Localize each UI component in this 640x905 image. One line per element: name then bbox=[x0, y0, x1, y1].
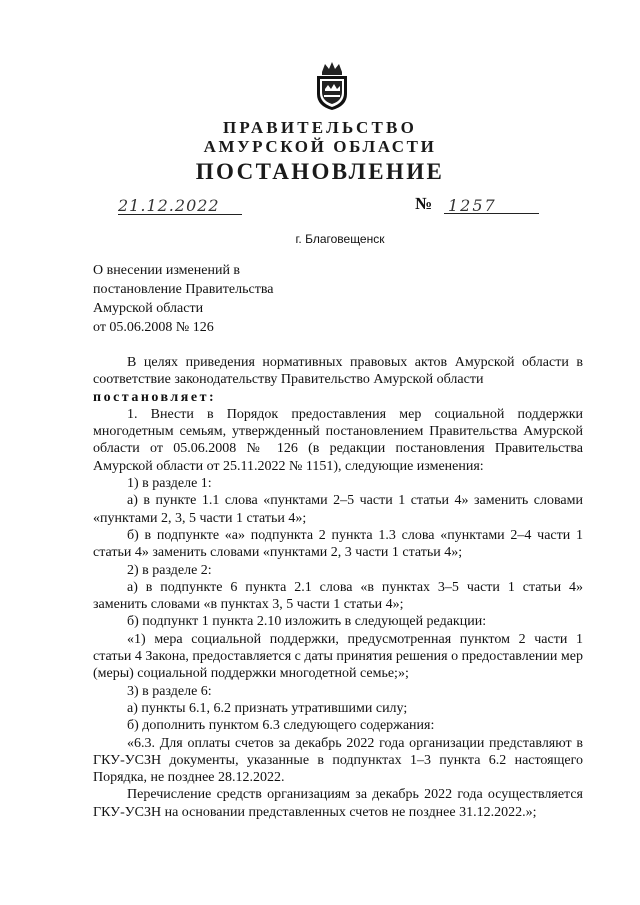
decree-number: 1257 bbox=[444, 196, 539, 214]
header-region: АМУРСКОЙ ОБЛАСТИ bbox=[203, 137, 437, 156]
paragraph: 1. Внести в Порядок предоставления мер социальной поддержки многодетным семьям, утвержденный постановлением Правительства Амурской области от 05.06.2008 № 126 (в редакции постановления Правительства Амурской области от 25.11.2022 № 1151), следующие изменения: bbox=[93, 406, 583, 474]
paragraph: а) в пункте 1.1 слова «пунктами 2–5 части 1 статьи 4» заменить словами «пунктами 2, 3, 5 части 1 статьи 4»; bbox=[93, 493, 583, 526]
city-name: г. Благовещенск bbox=[295, 232, 385, 246]
coat-of-arms-icon bbox=[313, 60, 351, 112]
paragraph: б) дополнить пунктом 6.3 следующего содержания: bbox=[127, 718, 435, 734]
number-sign: № bbox=[415, 194, 433, 213]
decree-body bbox=[93, 354, 583, 821]
header-government: ПРАВИТЕЛЬСТВО bbox=[223, 118, 417, 137]
paragraph: а) пункты 6.1, 6.2 признать утратившими силу; bbox=[127, 700, 408, 716]
subject-line: постановление Правительства bbox=[93, 282, 274, 297]
decree-word-text: постановляет: bbox=[93, 389, 217, 405]
preamble: В целях приведения нормативных правовых актов Амурской области в соответствие законодательству Правительство Амурской области bbox=[93, 355, 583, 388]
paragraph: Перечисление средств организациям за декабрь 2022 года осуществляется ГКУ-УСЗН на основании представленных счетов не позднее 31.12.2022.»; bbox=[93, 787, 583, 820]
paragraph: «1) мера социальной поддержки, предусмотренная пунктом 2 части 1 статьи 4 Закона, предоставляется с даты принятия решения о предоставлении мер (меры) социальной поддержки многодетной семье;»; bbox=[93, 631, 583, 682]
subject-line: от 05.06.2008 № 126 bbox=[93, 320, 214, 335]
paragraph: «6.3. Для оплаты счетов за декабрь 2022 года организации представляют в ГКУ-УСЗН документы, указанные в подпунктах 1–3 пункта 6.2 настоящего Порядка, не позднее 28.12.2022. bbox=[93, 735, 583, 786]
subject-line: О внесении изменений в bbox=[93, 263, 241, 278]
paragraph: 2) в разделе 2: bbox=[127, 562, 212, 578]
document-type-title: ПОСТАНОВЛЕНИЕ bbox=[195, 159, 445, 184]
paragraph: б) в подпункте «а» подпункта 2 пункта 1.3 слова «пунктами 2–4 части 1 статьи 4» заменить словами «пунктами 2, 3 части 1 статьи 4»; bbox=[93, 527, 583, 561]
subject-line: Амурской области bbox=[93, 301, 204, 316]
decree-subject bbox=[93, 261, 393, 337]
paragraph: а) в подпункте 6 пункта 2.1 слова «в пунктах 3–5 части 1 статьи 4» заменить словами «в пунктах 3, 5 части 1 статьи 4»; bbox=[93, 579, 583, 613]
paragraph: б) подпункт 1 пункта 2.10 изложить в следующей редакции: bbox=[127, 614, 487, 630]
decree-word bbox=[93, 389, 583, 406]
paragraph: 1) в разделе 1: bbox=[127, 476, 212, 492]
paragraph: 3) в разделе 6: bbox=[127, 683, 212, 699]
decree-date: 21.12.2022 bbox=[118, 196, 242, 215]
